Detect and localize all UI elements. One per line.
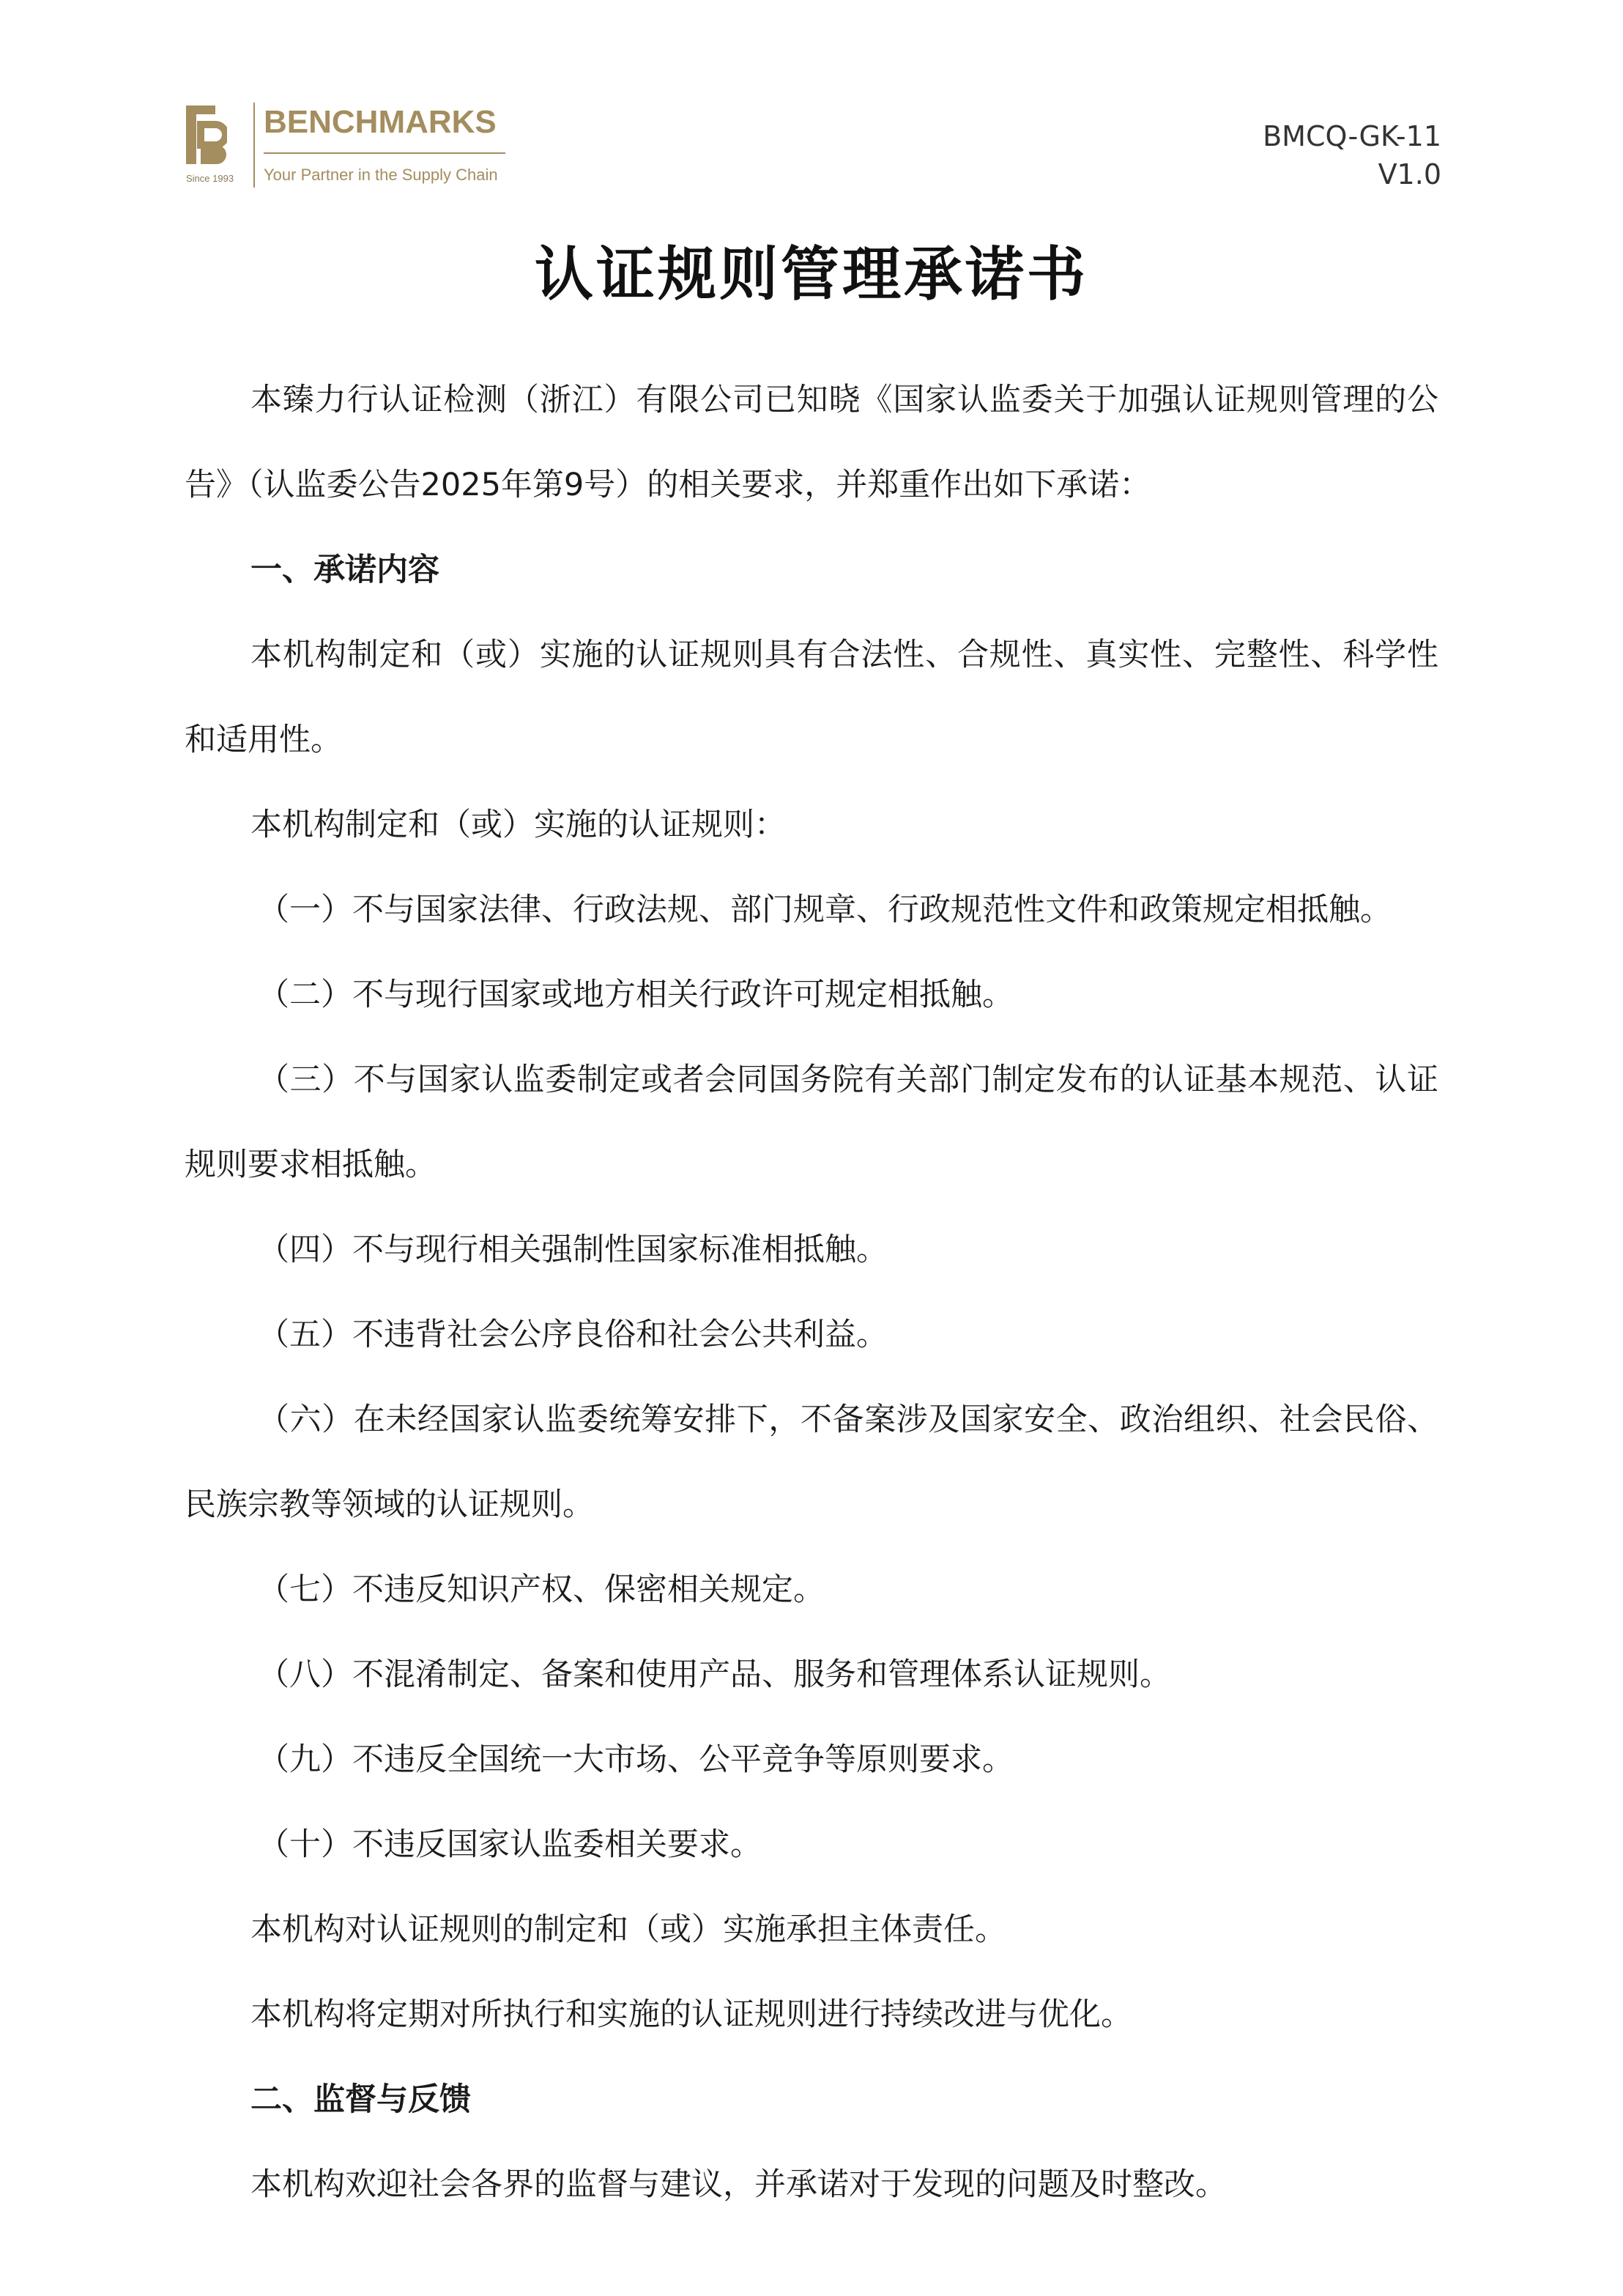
list-item: （五）不违背社会公序良俗和社会公共利益。: [258, 1317, 888, 1353]
list-item: （六）在未经国家认监委统筹安排下，不备案涉及国家安全、政治组织、社会民俗、民族宗教等领域的认证规则。: [185, 1401, 1438, 1523]
intro-paragraph: 本臻力行认证检测（浙江）有限公司已知晓《国家认监委关于加强认证规则管理的公告》（认监委公告2025年第9号）的相关要求，并郑重作出如下承诺：: [185, 382, 1438, 503]
list-item: （八）不混淆制定、备案和使用产品、服务和管理体系认证规则。: [258, 1656, 1171, 1693]
since-label: Since 1993: [186, 173, 234, 184]
list-item: （七）不违反知识产权、保密相关规定。: [258, 1571, 825, 1608]
body-paragraph: 本机构将定期对所执行和实施的认证规则进行持续改进与优化。: [250, 1996, 1132, 2033]
document-code-block: [1263, 117, 1441, 193]
brand-tagline: Your Partner in the Supply Chain: [264, 166, 498, 184]
logo-divider: [253, 103, 255, 188]
section-heading-supervision: 二、监督与反馈: [250, 2081, 471, 2118]
benchmarks-logo-icon: [186, 105, 227, 164]
body-paragraph: 本机构制定和（或）实施的认证规则：: [250, 807, 786, 843]
brand-underline: [264, 152, 505, 154]
list-item: （九）不违反全国统一大市场、公平竞争等原则要求。: [258, 1741, 1014, 1778]
document-version: V1.0: [1378, 158, 1441, 190]
company-logo: [186, 100, 523, 195]
brand-name: BENCHMARKS: [264, 104, 497, 140]
body-paragraph: 本机构欢迎社会各界的监督与建议，并承诺对于发现的问题及时整改。: [250, 2166, 1227, 2203]
list-item: （十）不违反国家认监委相关要求。: [258, 1826, 762, 1863]
document-body: [185, 358, 1438, 2227]
list-item: （三）不与国家认监委制定或者会同国务院有关部门制定发布的认证基本规范、认证规则要求相抵触。: [185, 1062, 1438, 1183]
list-item: （二）不与现行国家或地方相关行政许可规定相抵触。: [258, 977, 1014, 1013]
body-paragraph: 本机构对认证规则的制定和（或）实施承担主体责任。: [250, 1911, 1006, 1948]
page-title: 认证规则管理承诺书: [535, 240, 1088, 308]
list-item: （四）不与现行相关强制性国家标准相抵触。: [258, 1232, 888, 1268]
body-paragraph: 本机构制定和（或）实施的认证规则具有合法性、合规性、真实性、完整性、科学性和适用性。: [185, 637, 1438, 758]
list-item: （一）不与国家法律、行政法规、部门规章、行政规范性文件和政策规定相抵触。: [258, 892, 1392, 928]
document-code: BMCQ-GK-11: [1263, 120, 1441, 152]
section-heading-commitment: 一、承诺内容: [250, 552, 439, 588]
